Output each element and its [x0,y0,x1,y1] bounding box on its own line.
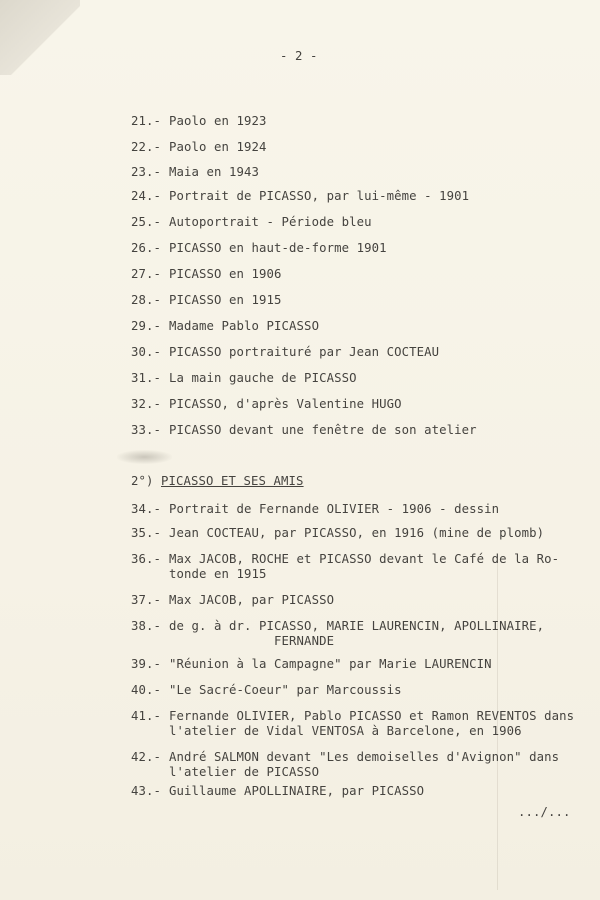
list-item [131,371,357,386]
item-number: 23.- [131,165,162,179]
item-text: "Réunion à la Campagne" par Marie LAURENCIN [169,657,492,671]
item-text: La main gauche de PICASSO [169,371,357,385]
list-item [131,502,499,517]
item-text: Madame Pablo PICASSO [169,319,320,333]
item-text: Maia en 1943 [169,165,260,179]
list-item [131,750,559,780]
item-continuation: l'atelier de Vidal VENTOSA à Barcelone, en 1906 [169,724,522,738]
item-number: 37.- [131,593,162,607]
item-number: 38.- [131,619,162,633]
item-text: de g. à dr. PICASSO, MARIE LAURENCIN, APOLLINAIRE, [169,619,545,633]
list-item [131,619,544,649]
page-number: - 2 - [280,49,318,63]
item-text: PICASSO, d'après Valentine HUGO [169,397,402,411]
item-text: André SALMON devant "Les demoiselles d'Avignon" dans [169,750,560,764]
folded-corner [0,0,80,75]
continuation-mark: .../... [518,805,571,819]
list-item [131,397,402,412]
section-heading [131,474,304,488]
item-number: 32.- [131,397,162,411]
list-item [131,293,282,308]
list-item [131,189,469,204]
item-number: 26.- [131,241,162,255]
section-title: PICASSO ET SES AMIS [161,474,304,488]
section-number: 2°) [131,474,154,488]
item-number: 42.- [131,750,162,764]
list-item [131,215,372,230]
item-number: 40.- [131,683,162,697]
item-text: Portrait de Fernande OLIVIER - 1906 - dessin [169,502,500,516]
item-number: 27.- [131,267,162,281]
item-text: PICASSO devant une fenêtre de son atelier [169,423,477,437]
item-text: PICASSO en 1906 [169,267,282,281]
list-item [131,423,477,438]
item-text: PICASSO portraituré par Jean COCTEAU [169,345,440,359]
item-text: PICASSO en 1915 [169,293,282,307]
list-item [131,165,259,180]
item-number: 39.- [131,657,162,671]
item-text: Autoportrait - Période bleu [169,215,372,229]
item-text: Fernande OLIVIER, Pablo PICASSO et Ramon REVENTOS dans [169,709,575,723]
list-item [131,345,439,360]
item-text: Paolo en 1924 [169,140,267,154]
list-item [131,784,424,799]
list-item [131,683,402,698]
list-item [131,267,282,282]
item-number: 30.- [131,345,162,359]
item-text: "Le Sacré-Coeur" par Marcoussis [169,683,402,697]
list-item [131,241,387,256]
item-number: 29.- [131,319,162,333]
item-text: Max JACOB, par PICASSO [169,593,335,607]
list-item [131,140,267,155]
list-item [131,114,267,129]
item-continuation: FERNANDE [169,634,335,648]
item-text: Guillaume APOLLINAIRE, par PICASSO [169,784,425,798]
list-item [131,526,544,541]
item-number: 24.- [131,189,162,203]
item-number: 28.- [131,293,162,307]
list-item [131,593,334,608]
item-number: 43.- [131,784,162,798]
item-text: Max JACOB, ROCHE et PICASSO devant le Café de la Ro- [169,552,560,566]
item-number: 41.- [131,709,162,723]
item-continuation: tonde en 1915 [169,567,267,581]
item-text: PICASSO en haut-de-forme 1901 [169,241,387,255]
item-text: Jean COCTEAU, par PICASSO, en 1916 (mine de plomb) [169,526,545,540]
item-number: 33.- [131,423,162,437]
item-number: 35.- [131,526,162,540]
item-text: Portrait de PICASSO, par lui-même - 1901 [169,189,470,203]
item-number: 34.- [131,502,162,516]
item-text: Paolo en 1923 [169,114,267,128]
item-number: 31.- [131,371,162,385]
item-number: 22.- [131,140,162,154]
list-item [131,552,559,582]
list-item [131,319,319,334]
item-number: 25.- [131,215,162,229]
ink-smudge [117,450,172,464]
list-item [131,657,492,672]
item-continuation: l'atelier de PICASSO [169,765,320,779]
item-number: 36.- [131,552,162,566]
item-number: 21.- [131,114,162,128]
list-item [131,709,574,739]
